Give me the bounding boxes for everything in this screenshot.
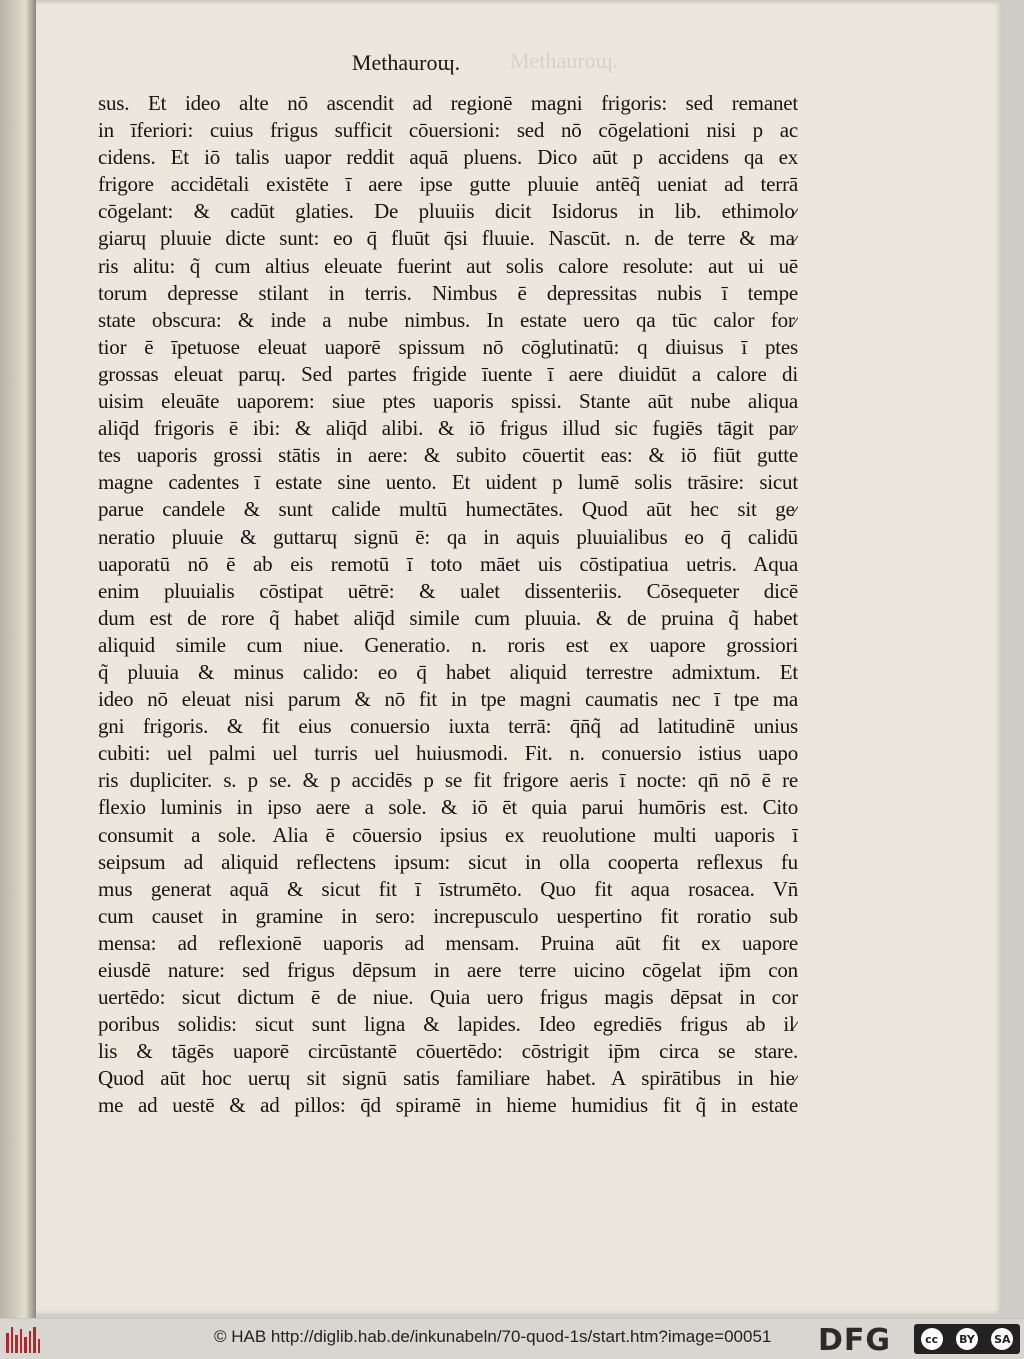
text-line: enim pluuialis cōstipat uētrē: & ualet dissenteriis. Cōsequeter dicē xyxy=(98,578,798,603)
text-line: lis & tāgēs uaporē circūstantē cōuertēdo: cōstrigit ip̄m circa se stare. xyxy=(98,1039,798,1064)
text-line: Quod aūt hoc uerɰ sit signū satis familiare habet. A spirātibus in hie⁄ xyxy=(98,1066,798,1091)
body-text xyxy=(98,90,798,1120)
cc-icon: cc xyxy=(921,1328,943,1350)
text-line: uertēdo: sicut dictum ē de niue. Quia uero frigus magis dēpsat in cor xyxy=(98,985,798,1010)
text-line: me ad uestē & ad pillos: q̄d spiramē in hieme humidius fit q̃ in estate xyxy=(98,1093,798,1118)
text-line: seipsum ad aliquid reflectens ipsum: sicut in olla cooperta reflexus fu xyxy=(98,849,798,874)
sa-icon: SA xyxy=(991,1328,1013,1350)
text-line: q̃ pluuia & minus calido: eo q̄ habet aliquid terrestre admixtum. Et xyxy=(98,659,798,684)
text-line: ideo nō eleuat nisi parum & nō fit in tpe magni caumatis nec ī tpe ma xyxy=(98,687,798,712)
text-line: consumit a sole. Alia ē cōuersio ipsius ex reuolutione multi uaporis ī xyxy=(98,822,798,847)
bleed-through-text: Methauroɰ. xyxy=(510,48,619,73)
text-line: giarɰ pluuie dicte sunt: eo q̄ fluūt q̄si fluuie. Nascūt. n. de terre & ma⁄ xyxy=(98,226,798,251)
text-line: ris alitu: q̃ cum altius eleuate fuerint aut solis calore resolute: aut ui uē xyxy=(98,253,798,278)
text-line: eiusdē nature: sed frigus dēpsum in aere terre uicino cōgelat ip̄m con xyxy=(98,958,798,982)
dfg-logo: DFG xyxy=(818,1323,892,1358)
text-line: cum causet in gramine in sero: increpusculo uespertino fit roratio sub xyxy=(98,903,798,928)
text-line: state obscura: & inde a nube nimbus. In estate uero qa tūc calor for⁄ xyxy=(98,307,798,332)
text-line: sus. Et ideo alte nō ascendit ad regionē magni frigoris: sed remanet xyxy=(98,91,798,115)
text-line: mus generat aquā & sicut fit ī īstrumēto. Quo fit aqua rosacea. Vn̄ xyxy=(98,876,798,901)
text-line: frigore accidētali existēte ī aere ipse gutte pluuie antēq̃ ueniat ad terrā xyxy=(98,172,798,197)
viewer-footer xyxy=(0,1318,1024,1359)
text-line: in īferiori: cuius frigus sufficit cōuersioni: sed nō cōgelationi nisi p ac xyxy=(98,118,798,143)
text-line: torum depresse stilant in terris. Nimbus ē depressitas nubis ī tempe xyxy=(98,280,798,305)
text-line: mensa: ad reflexionē uaporis ad mensam. Pruina aūt fit ex uapore xyxy=(98,930,798,955)
text-line: uaporatū nō ē ab eis remotū ī toto māet uis cōstipatiua uetris. Aqua xyxy=(98,551,798,576)
source-link[interactable]: © HAB http://diglib.hab.de/inkunabeln/70-quod-1s/start.htm?image=00051 xyxy=(214,1327,772,1346)
text-line: cōgelant: & cadūt glaties. De pluuiis dicit Isidorus in lib. ethimolo⁄ xyxy=(98,199,798,224)
cc-by-sa-icon[interactable] xyxy=(914,1324,1020,1354)
previous-page-edge xyxy=(0,0,36,1318)
text-line: cubiti: uel palmi uel turris uel huiusmodi. Fit. n. conuersio istius uapo xyxy=(98,741,798,766)
text-line: magne cadentes ī estate sine uento. Et uident p lumē solis trāsire: sicut xyxy=(98,470,798,495)
text-line: cidens. Et iō talis uapor reddit aquā pluens. Dico aūt p accidens qa ex xyxy=(98,145,798,170)
text-line: parue candele & sunt calide multū humectātes. Quod aūt hec sit ge⁄ xyxy=(98,497,798,522)
text-line: tior ē īpetuose eleuat uaporē spissum nō cōglutinatū: q diuisus ī ptes xyxy=(98,334,798,359)
text-line: poribus solidis: sicut sunt ligna & lapides. Ideo egrediēs frigus ab il⁄ xyxy=(98,1012,798,1037)
text-line: gni frigoris. & fit eius conuersio iuxta terrā: q̄n̄q̃ ad latitudinē unius xyxy=(98,714,798,739)
text-line: tes uaporis grossi stātis in aere: & subito cōuertit eas: & iō fiūt gutte xyxy=(98,443,798,468)
text-line: grossas eleuat parɰ. Sed partes frigide īuente ī aere diuidūt a calore di xyxy=(98,361,798,386)
page-header: Methauroɰ. xyxy=(351,50,461,75)
by-icon: BY xyxy=(956,1328,978,1350)
text-line: aliquid simile cum niue. Generatio. n. roris est ex uapore grossiori xyxy=(98,632,798,657)
incunable-page xyxy=(36,2,1002,1314)
text-line: dum est de rore q̃ habet aliq̄d simile cum pluuia. & de pruina q̃ habet xyxy=(98,605,798,630)
text-line: neratio pluuie & guttarɰ signū ē: qa in aquis pluuialibus eo q̄ calidū xyxy=(98,524,798,549)
hab-barcode-logo-icon xyxy=(6,1325,40,1353)
text-line: aliq̄d frigoris ē ibi: & aliq̄d alibi. & iō frigus illud sic fugiēs tāgit par⁄ xyxy=(98,416,798,441)
text-line: flexio luminis in ipso aere a sole. & iō ēt quia parui humōris est. Cito xyxy=(98,795,798,820)
text-line: uisim eleuāte uaporem: siue ptes uaporis spissi. Stante aūt nube aliqua xyxy=(98,389,798,414)
text-line: ris dupliciter. s. p se. & p accidēs p se fit frigore aeris ī nocte: qn̄ nō ē re xyxy=(98,768,798,793)
